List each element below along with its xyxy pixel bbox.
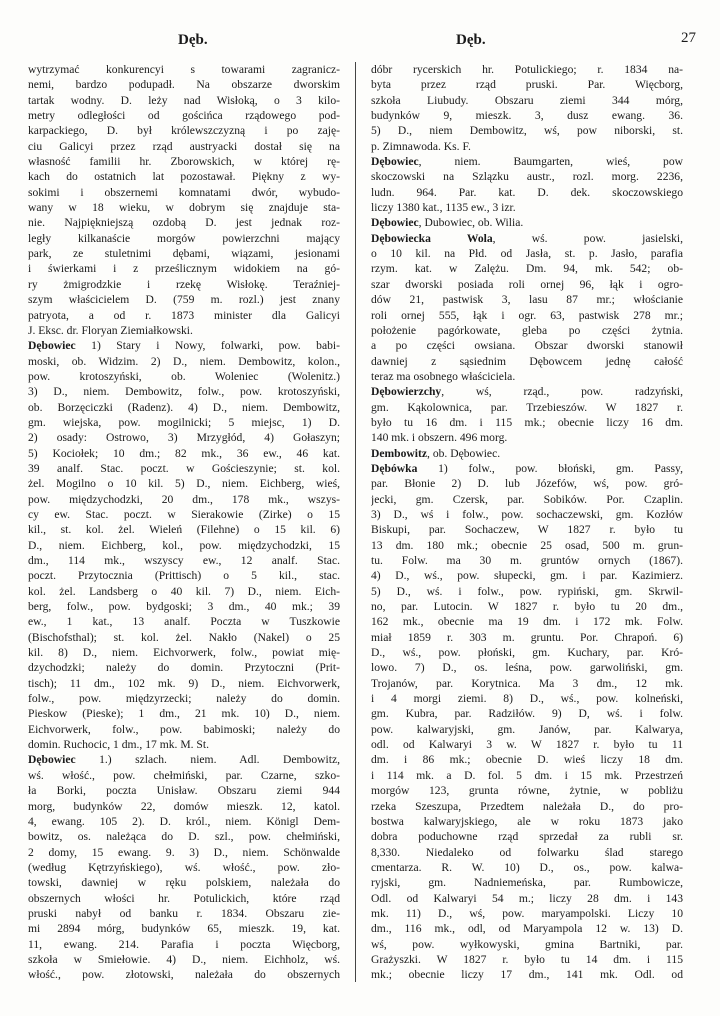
text-line: 13 dm. 180 mk.; obecnie 25 osad, 500 m. grun- bbox=[371, 538, 683, 552]
text-line: kach do ostatnich lat pozostawał. Piękny z wy- bbox=[28, 170, 340, 184]
text-line: wś, pow. wyłkowyski, gmina Bartniki, par. bbox=[371, 937, 683, 951]
text-line: sokimi i obszernemi komnatami dwór, wybudo- bbox=[28, 185, 340, 199]
entry-headword: Dębowiec bbox=[28, 753, 76, 767]
text-line: budynków 9, mieszk. 3, dusz ewang. 36. bbox=[371, 109, 683, 123]
text-line: tisch); 11 dm., 102 mk. 9) D., niem. Eichvorwerk, bbox=[28, 676, 340, 690]
text-line: no, par. Lutocin. W 1827 r. było tu 20 dm., bbox=[371, 600, 683, 614]
text-line: skoczowski na Szlązku austr., rozl. morg. 2236, bbox=[371, 170, 683, 184]
text-line: szym właścicielem D. (759 m. rozl.) jest znany bbox=[28, 293, 340, 307]
text-line: roli ornej 555, łąk i ogr. 63, pastwisk 278 mr.; bbox=[371, 308, 683, 322]
column-divider bbox=[355, 62, 356, 982]
text-line: dm. i 86 mk.; obecnie D. wieś liczy 18 dm. bbox=[371, 753, 683, 767]
text-line: rzym. kat. w Zalężu. Dm. 94, mk. 542; ob- bbox=[371, 262, 683, 276]
text-line: obszernych włości hr. Potulickich, które rząd bbox=[28, 891, 340, 905]
text-line: pruski nabył od banku r. 1834. Obszaru zie- bbox=[28, 906, 340, 920]
text-line: Dębowiec, niem. Baumgarten, wieś, pow bbox=[371, 155, 683, 169]
text-line: (według Kętrzyńskiego), wś. włość., pow. zło- bbox=[28, 860, 340, 874]
text-line: 2) osady: Ostrowo, 3) Mrzygłód, 4) Gołaszyn; bbox=[28, 431, 340, 445]
text-line: Grażyszki. W 1827 r. było tu 14 dm. i 115 bbox=[371, 952, 683, 966]
text-line: szkoła Liubudy. Obszaru ziemi 344 mórg, bbox=[371, 93, 683, 107]
text-line: wś. włość., pow. chełmiński, par. Czarne, szko- bbox=[28, 768, 340, 782]
entry-headword: Dębówka bbox=[371, 461, 418, 475]
text-line: było tu 16 dm. i 115 mk.; obecnie liczy 16 dm. bbox=[371, 415, 683, 429]
text-line: ew., 1 kat., 13 analf. Poczta w Tuszkowie bbox=[28, 615, 340, 629]
text-line: położenie pagórkowate, gleba po części żytnia. bbox=[371, 323, 683, 337]
text-line: mk. 11) D., wś, pow. maryampolski. Liczy 10 bbox=[371, 906, 683, 920]
text-line: tartak wodny. D. leży nad Wisłoką, o 3 kilo- bbox=[28, 93, 340, 107]
text-line: 4) D., wś., pow. słupecki, gm. i par. Kazimierz. bbox=[371, 569, 683, 583]
text-line: 5) D., niem Dembowitz, wś, pow niborski, st. bbox=[371, 124, 683, 138]
text-line: szkoła w Smiełowie. 4) D., niem. Eichholz, wś. bbox=[28, 952, 340, 966]
text-line: legły kilkanaście morgów powierzchni mający bbox=[28, 231, 340, 245]
text-line: szar dworski posiada roli ornej 96, łąk i ogro- bbox=[371, 277, 683, 291]
text-line: morgów 123, grunta równe, żytnie, w pobliżu bbox=[371, 784, 683, 798]
text-line: bowitz, os. należąca do D. szl., pow. chełmiński, bbox=[28, 830, 340, 844]
text-line: i 114 mk. a D. fol. 5 dm. i 15 mk. Przestrzeń bbox=[371, 768, 683, 782]
entry-headword: Dembowitz bbox=[371, 446, 428, 460]
text-line: nemi, bardzo podupadł. Na obszarze dworskim bbox=[28, 78, 340, 92]
text-line: moski, ob. Widzim. 2) D., niem. Dembowitz, kolon., bbox=[28, 354, 340, 368]
text-line: berg, folw., pow. bydgoski; 3 dm., 40 mk.; 39 bbox=[28, 600, 340, 614]
text-line: D., wś., pow. płoński, gm. Kuchary, par. Kró- bbox=[371, 646, 683, 660]
entry-headword: Dębowierzchy bbox=[371, 385, 442, 399]
text-line: ludn. 964. Par. kat. D. dek. skoczowskiego bbox=[371, 185, 683, 199]
text-line: wany w 18 wieku, w dobrym się znajduje sta- bbox=[28, 201, 340, 215]
text-line: park, ze stuletnimi dębami, wiązami, jesionami bbox=[28, 247, 340, 261]
text-line: poczt. Przytocznia (Prittisch) o 5 kil., stac. bbox=[28, 569, 340, 583]
text-line: pow. międzychodzki, 20 dm., 178 mk., wszys- bbox=[28, 492, 340, 506]
text-line: byta przez rząd pruski. Par. Więcborg, bbox=[371, 78, 683, 92]
text-line: gm. Kąkolownica, par. Trzebieszów. W 1827 r. bbox=[371, 400, 683, 414]
text-line: patryota, a od r. 1873 minister dla Galicyi bbox=[28, 308, 340, 322]
text-line: D., niem. Eichberg, kol., pow. międzychodzki, 15 bbox=[28, 538, 340, 552]
text-line: dobra poduchowne rząd sprzedał za rubli sr. bbox=[371, 830, 683, 844]
text-line: towski, dawniej w ręku polskiem, należała do bbox=[28, 876, 340, 890]
text-line: teraz ma osobnego właściciela. bbox=[371, 369, 516, 383]
text-line: Dębowiec 1) Stary i Nowy, folwarki, pow. babi- bbox=[28, 339, 340, 353]
text-line: karpackiego, D. był królewszczyzną i po zaję- bbox=[28, 124, 340, 138]
text-line: lowo. 7) D., os. leśna, pow. garwoliński, gm. bbox=[371, 661, 683, 675]
text-line: dawniej z sąsiednim Dębowcem jednę całość bbox=[371, 354, 683, 368]
text-line: dzychodzki; należy do domin. Przytoczni (Prit- bbox=[28, 661, 340, 675]
text-line: Dębowiec, Dubowiec, ob. Wilia. bbox=[371, 216, 524, 230]
text-line: dów 21, pastwisk 3, lasu 87 mr.; włościanie bbox=[371, 293, 683, 307]
text-line: Dębówka 1) folw., pow. błoński, gm. Passy, bbox=[371, 461, 683, 475]
text-line: pow. kalwaryjski, gm. Janów, par. Kalwarya, bbox=[371, 722, 683, 736]
text-line: dm., 116 mk., odl, od Maryampola 12 w. 13) D. bbox=[371, 922, 683, 936]
text-line: Trojanów, par. Korytnica. Ma 3 dm., 12 mk. bbox=[371, 676, 683, 690]
text-line: odl. od Kalwaryi 3 w. W 1827 r. było tu 11 bbox=[371, 738, 683, 752]
text-line: włość., pow. złotowski, należała do obszernych bbox=[28, 968, 340, 982]
text-line: metry odległości od gościńca rządowego pod- bbox=[28, 109, 340, 123]
text-line: (Bischofsthal); st. kol. żel. Nakło (Nakel) o 25 bbox=[28, 630, 340, 644]
text-line: dóbr rycerskich hr. Potulickiego; r. 1834 na- bbox=[371, 63, 683, 76]
text-line: mk.; obecnie liczy 17 dm., 141 mk. Odl. od bbox=[371, 968, 683, 982]
text-line: ła Borki, poczta Unisław. Obszaru ziemi 944 bbox=[28, 784, 340, 798]
text-line: 3) D., wś i folw., pow. sochaczewski, gm. Kozłów bbox=[371, 507, 683, 521]
entry-headword: Dębowiec bbox=[371, 155, 419, 169]
text-line: 8,330. Niedaleko od folwarku ślad starego bbox=[371, 845, 683, 859]
text-line: ob. Borzęciczki (Radenz). 4) D., niem. Dembowitz, bbox=[28, 400, 340, 414]
text-line: żel. Mogilno o 10 kil. 5) D., niem. Eichberg, wieś, bbox=[28, 477, 340, 491]
text-line: morg, budynków 22, domów mieszk. 12, katol. bbox=[28, 799, 340, 813]
text-line: mi 2894 mórg, budynków 65, mieszk. 19, kat. bbox=[28, 922, 340, 936]
text-line: Dębowierzchy, wś, rząd., pow. radzyński, bbox=[371, 385, 683, 399]
text-line: folw., pow. międzyrzecki; należy do domin. bbox=[28, 692, 340, 706]
text-line: Odl. od Kalwaryi 54 m.; liczy 28 dm. i 143 bbox=[371, 891, 683, 905]
text-line: o 10 kil. na Płd. od Jasła, st. p. Jasło, parafia bbox=[371, 247, 683, 261]
text-line: nie. Najpiękniejszą ozdobą D. jest jednak roz- bbox=[28, 216, 340, 230]
text-line: ry żmigrodzkie i rzekę Wisłokę. Teraźniej- bbox=[28, 277, 340, 291]
text-line: 39 analf. Stac. poczt. w Gościeszynie; st. kol. bbox=[28, 461, 340, 475]
text-line: p. Zimnawoda. Ks. F. bbox=[371, 139, 471, 153]
text-line: Eichvorwerk, folw., pow. babimoski; należy do bbox=[28, 722, 340, 736]
text-line: jecki, gm. Czersk, par. Sobików. Por. Czaplin. bbox=[371, 492, 683, 506]
text-line: 3) D., niem. Dembowitz, folw., pow. krotoszyński, bbox=[28, 385, 340, 399]
text-line: kil. 8) D., niem. Eichvorwerk, folw., powiat mię- bbox=[28, 646, 340, 660]
text-line: Dębowiec 1.) szlach. niem. Adl. Dembowitz, bbox=[28, 753, 340, 767]
text-line: liczy 1380 kat., 1135 ew., 3 izr. bbox=[371, 201, 516, 215]
text-line: 5) D., wś. i folw., pow. rypiński, gm. Skrwil- bbox=[371, 584, 683, 598]
text-line: cmentarza. R. W. 10) D., os., pow. kalwa- bbox=[371, 860, 683, 874]
text-line: tu. Folw. ma 30 m. gruntów ornych (1867). bbox=[371, 554, 683, 567]
text-line: 5) Kociołek; 10 dm.; 82 mk., 36 ew., 46 kat. bbox=[28, 446, 340, 460]
right-running-head: Dęb. bbox=[456, 32, 486, 48]
text-line: 11, ewang. 214. Parafia i poczta Więcborg, bbox=[28, 937, 340, 951]
text-line: 140 mk. i obszern. 496 morg. bbox=[371, 431, 508, 445]
text-line: ryjski, gm. Nadniemeńska, par. Rumbowicze, bbox=[371, 876, 683, 890]
page-number: 27 bbox=[681, 30, 696, 46]
text-line: J. Eksc. dr. Floryan Ziemiałkowski. bbox=[28, 323, 193, 337]
text-line: miał 1859 r. 303 m. gruntu. Por. Chrapoń. 6) bbox=[371, 630, 683, 644]
text-line: Dembowitz, ob. Dębowiec. bbox=[371, 446, 501, 460]
text-line: 4, ewang. 105 2). D. król., niem. Königl Dem- bbox=[28, 814, 340, 828]
text-line: cy ew. Stac. poczt. w Sierakowie (Zirke) o 15 bbox=[28, 507, 340, 521]
text-line: pow. krotoszyński, ob. Woleniec (Wolenitz.) bbox=[28, 369, 340, 383]
text-line: bostwa kalwaryjskiego, ale w roku 1873 jako bbox=[371, 814, 683, 828]
text-line: 2 domy, 15 ewang. 9. 3) D., niem. Schönwalde bbox=[28, 845, 340, 859]
text-line: gm. Kubra, par. Radziłów. 9) D, wś. i folw. bbox=[371, 707, 683, 721]
text-line: Dębowiecka Wola, wś. pow. jasielski, bbox=[371, 231, 683, 245]
entry-headword: Dębowiec bbox=[28, 339, 76, 353]
text-line: rzeka Szeszupa, Przedtem należała D., do pro- bbox=[371, 799, 683, 813]
left-text-column bbox=[28, 62, 340, 983]
text-line: gm. wiejska, pow. mogilnicki; 5 miejsc, 1) D. bbox=[28, 415, 340, 429]
text-line: i świerkami i z prześlicznym widokiem na gó- bbox=[28, 262, 340, 276]
entry-headword: Dębowiec bbox=[371, 216, 419, 230]
page-header bbox=[28, 30, 696, 54]
left-running-head: Dęb. bbox=[178, 32, 208, 48]
text-line: wytrzymać konkurencyi s towarami zagranicz- bbox=[28, 63, 340, 76]
text-line: i 4 morgi ziemi. 8) D., wś., pow. kolneński, bbox=[371, 692, 683, 706]
text-line: kil., st. kol. żel. Wieleń (Filehne) o 15 kil. 6) bbox=[28, 523, 340, 537]
text-line: a po części owsiana. Obszar dworski stanowił bbox=[371, 339, 683, 353]
text-line: Pieskow (Pieske); 1 dm., 21 mk. 10) D., niem. bbox=[28, 707, 340, 721]
text-line: domin. Ruchocic, 1 dm., 17 mk. M. St. bbox=[28, 738, 209, 752]
text-line: Biskupi, par. Sochaczew, W 1827 r. było tu bbox=[371, 523, 683, 537]
text-line: ciu Galicyi przez rząd austryacki dostał się na bbox=[28, 139, 340, 153]
text-line: 162 mk., obecnie ma 19 dm. i 172 mk. Folw. bbox=[371, 615, 683, 629]
right-text-column bbox=[371, 62, 683, 983]
text-line: par. Błonie 2) D. lub Józefów, wś, pow. gró- bbox=[371, 477, 683, 491]
text-line: własność familii hr. Zborowskich, w której rę- bbox=[28, 155, 340, 169]
text-line: dm., 114 mk., wszyscy ew., 12 analf. Stac. bbox=[28, 554, 340, 567]
entry-headword: Dębowiecka Wola bbox=[371, 231, 493, 245]
text-line: kol. żel. Landsberg o 40 kil. 7) D., niem. Eich- bbox=[28, 584, 340, 598]
